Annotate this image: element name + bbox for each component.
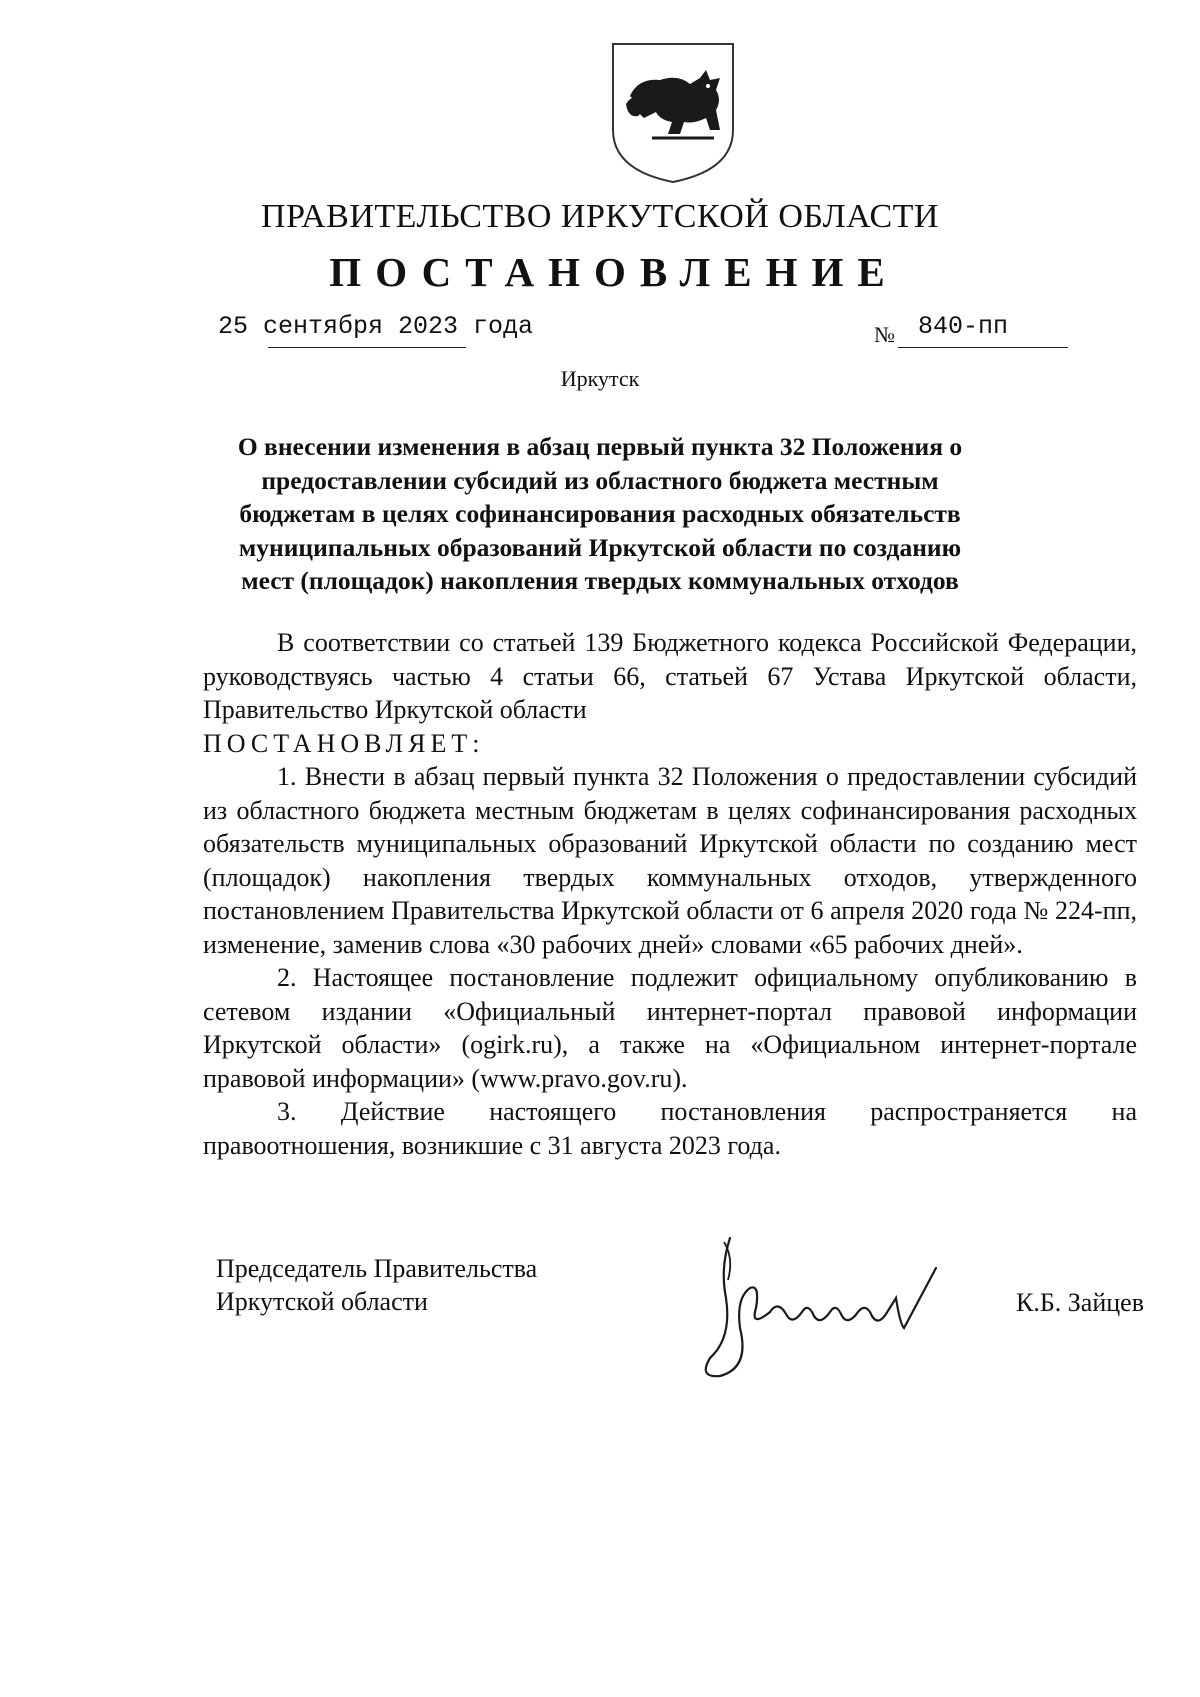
resolves-heading: ПОСТАНОВЛЯЕТ:: [203, 728, 485, 758]
document-body: [203, 626, 1137, 1162]
signatory-position: [216, 1252, 537, 1318]
item-2: 2. Настоящее постановление подлежит официальному опубликованию в сетевом издании «Официальный интернет-портал правовой информации Иркутской области» (ogirk.ru), а также на «Официальном интернет-портале правовой информации» (www.pravo.gov.ru).: [203, 963, 1137, 1093]
number-underline: [898, 347, 1068, 348]
city: Иркутск: [560, 366, 640, 391]
coat-of-arms-icon: [608, 38, 738, 186]
position-line-2: Иркутской области: [216, 1287, 428, 1316]
document-number: 840-пп: [918, 312, 1009, 341]
document-title: О внесении изменения в абзац первый пункта 32 Положения о предоставлении субсидий из областного бюджета местным бюджетам в целях софинансирования расходных обязательств муниципальных образований Иркутской области по созданию мест (площадок) накопления твердых коммунальных отходов: [237, 432, 963, 595]
item-1: 1. Внести в абзац первый пункта 32 Положения о предоставлении субсидий из областного бюджета местным бюджетам в целях софинансирования расходных обязательств муниципальных образований Иркутской области по созданию мест (площадок) накопления твердых коммунальных отходов, утвержденного постановлением Правительства Иркутской области от 6 апреля 2020 года № 224-пп, изменение, заменив слова «30 рабочих дней» словами «65 рабочих дней».: [203, 762, 1137, 959]
handwritten-signature-icon: [690, 1228, 970, 1388]
document-type: ПОСТАНОВЛЕНИЕ: [329, 249, 899, 295]
date-underline: [268, 347, 466, 348]
item-3: 3. Действие настоящего постановления распространяется на правоотношения, возникшие с 31 августа 2023 года.: [203, 1097, 1137, 1160]
number-sign: №: [874, 322, 895, 347]
position-line-1: Председатель Правительства: [216, 1254, 538, 1283]
document-date: 25 сентября 2023 года: [218, 312, 534, 341]
signatory-name: К.Б. Зайцев: [1016, 1288, 1144, 1317]
government-name: ПРАВИТЕЛЬСТВО ИРКУТСКОЙ ОБЛАСТИ: [261, 198, 939, 235]
preamble: В соответствии со статьей 139 Бюджетного кодекса Российской Федерации, руководствуясь частью 4 статьи 66, статьей 67 Устава Иркутской области, Правительство Иркутской области: [203, 628, 1137, 724]
